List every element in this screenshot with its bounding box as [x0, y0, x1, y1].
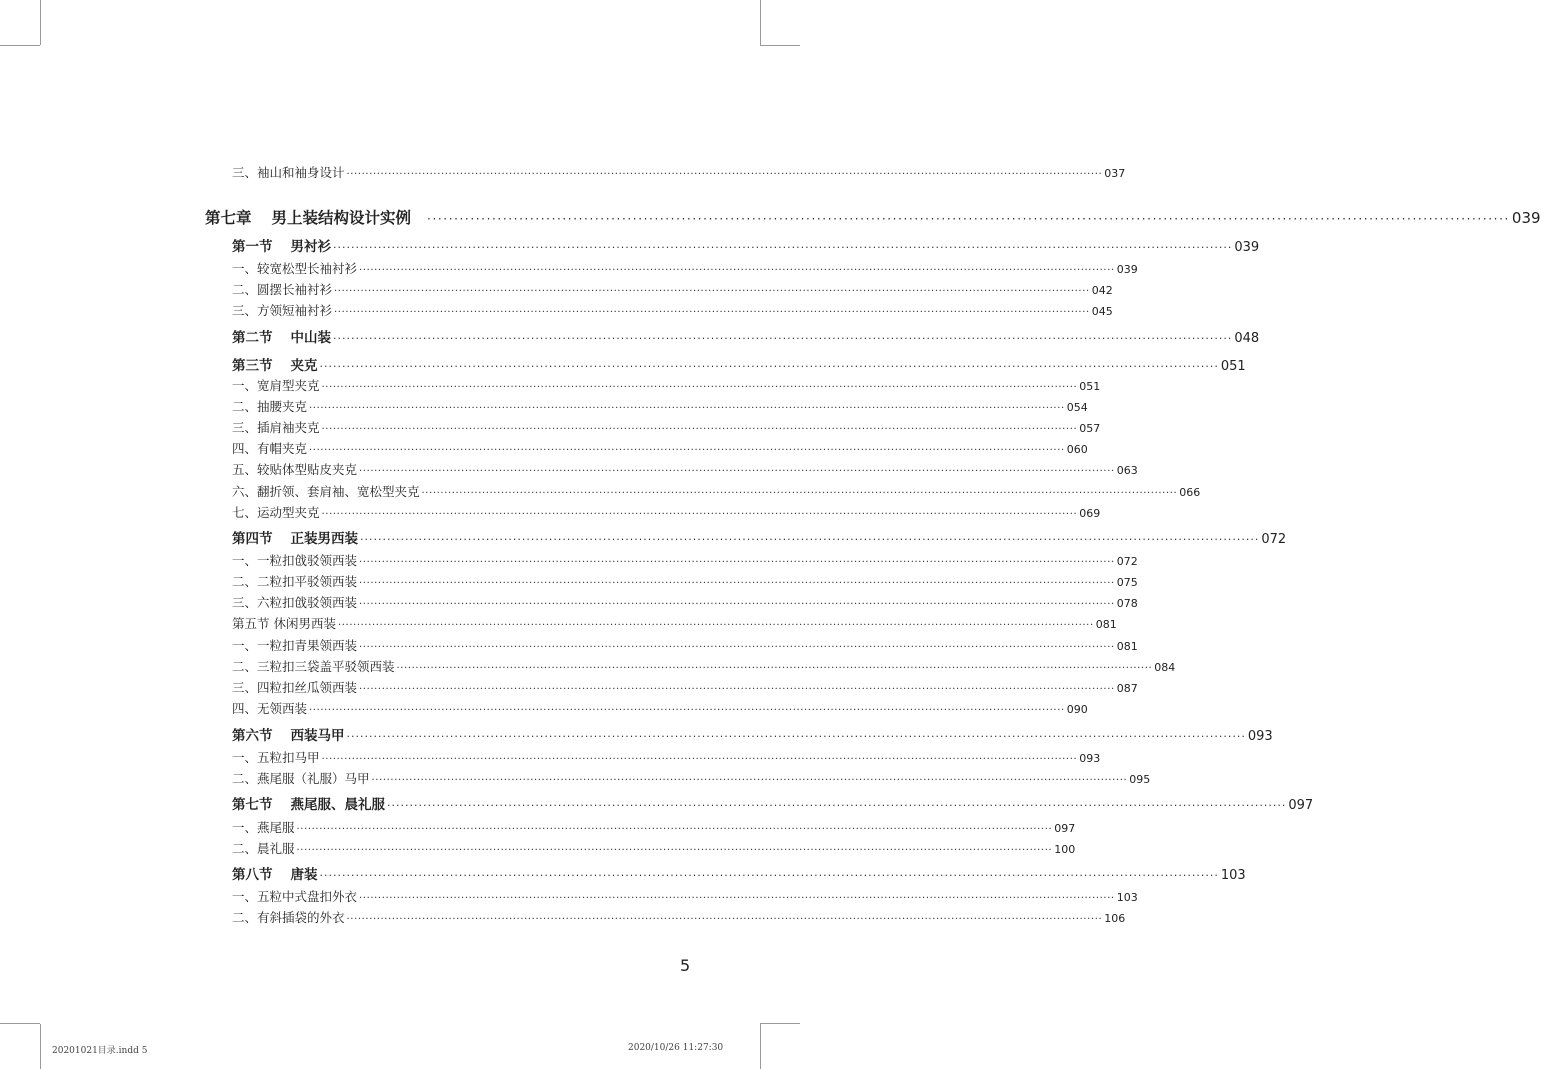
- crop-mark-top-right-vertical: [760, 0, 761, 45]
- entry-page-number: 042: [1091, 284, 1113, 297]
- entry-label: 一、一粒扣青果领西装: [232, 638, 358, 653]
- entry-label: 一、一粒扣戗驳领西装: [232, 553, 358, 568]
- dot-leader: ········································································································································································································: [421, 488, 1178, 499]
- dot-leader: ········································································································································································································: [334, 307, 1090, 318]
- crop-mark-bottom-left-horizontal: [0, 1023, 40, 1024]
- toc-entry-section: [205, 793, 1314, 813]
- entry-label: 六、翻折领、套肩袖、宽松型夹克: [232, 484, 420, 499]
- entry-page-number: 072: [1261, 532, 1287, 547]
- chapter-heading: [205, 206, 411, 228]
- section-title: 西装马甲: [290, 728, 345, 744]
- toc-entry-section-plain: [205, 614, 1117, 632]
- print-slug-file: 20201021目录.indd 5: [52, 1046, 148, 1056]
- toc-entry-item: [205, 259, 1138, 277]
- dot-leader: ········································································································································································································: [387, 799, 1287, 812]
- entry-label: 三、袖山和袖身设计: [232, 165, 345, 180]
- entry-label: 一、燕尾服: [232, 820, 295, 835]
- entry-label: 三、六粒扣戗驳领西装: [232, 595, 358, 610]
- toc-entry-item: [205, 376, 1101, 394]
- dot-leader: ········································································································································································································: [346, 169, 1103, 180]
- dot-leader: ········································································································································································································: [309, 705, 1065, 716]
- dot-leader: ········································································································································································································: [427, 212, 1510, 226]
- toc-entry-section: [205, 354, 1246, 374]
- dot-leader: ········································································································································································································: [333, 241, 1233, 254]
- dot-leader: ········································································································································································································: [360, 533, 1260, 546]
- dot-leader: ········································································································································································································: [321, 382, 1078, 393]
- entry-page-number: 100: [1054, 843, 1076, 856]
- print-slug-timestamp: 2020/10/26 11:27:30: [628, 1043, 724, 1053]
- entry-page-number: 057: [1079, 422, 1101, 435]
- dot-leader: ········································································································································································································: [346, 914, 1103, 925]
- section-number: 第一节: [232, 239, 273, 255]
- toc-entry-item: [205, 908, 1126, 926]
- dot-leader: ········································································································································································································: [319, 360, 1219, 373]
- entry-page-number: 095: [1129, 773, 1151, 786]
- dot-leader: ········································································································································································································: [359, 466, 1115, 477]
- toc-entry-item: [205, 301, 1113, 319]
- entry-page-number: 093: [1079, 752, 1101, 765]
- dot-leader: ········································································································································································································: [359, 599, 1115, 610]
- toc-entry-section: [205, 527, 1287, 547]
- dot-leader: ········································································································································································································: [359, 265, 1115, 276]
- entry-page-number: 066: [1179, 486, 1201, 499]
- entry-page-number: 081: [1095, 618, 1117, 631]
- section-title: 中山装: [290, 330, 331, 346]
- section-heading: [232, 354, 318, 374]
- entry-page-number: 087: [1116, 682, 1138, 695]
- section-heading: [232, 863, 318, 883]
- chapter-title: 男上装结构设计实例: [271, 209, 412, 227]
- dot-leader: ········································································································································································································: [319, 869, 1219, 882]
- toc-entry-item: [205, 439, 1088, 457]
- entry-page-number: 084: [1154, 661, 1176, 674]
- section-heading: [232, 326, 331, 346]
- toc-entry-item: [205, 397, 1088, 415]
- toc-entry-item: [205, 887, 1138, 905]
- dot-leader: ········································································································································································································: [359, 557, 1115, 568]
- dot-leader: ········································································································································································································: [309, 403, 1065, 414]
- section-title: 夹克: [290, 358, 318, 374]
- entry-label: 二、燕尾服（礼服）马甲: [232, 771, 370, 786]
- crop-mark-top-left-horizontal: [0, 45, 40, 46]
- entry-label: 三、方领短袖衬衫: [232, 303, 333, 318]
- entry-label: 二、二粒扣平驳领西装: [232, 574, 358, 589]
- dot-leader: ········································································································································································································: [396, 663, 1153, 674]
- entry-page-number: 037: [1104, 167, 1126, 180]
- toc-entry-item: [205, 678, 1138, 696]
- entry-label: 二、有斜插袋的外衣: [232, 910, 345, 925]
- entry-label: 二、三粒扣三袋盖平驳领西装: [232, 659, 395, 674]
- dot-leader: ········································································································································································································: [334, 286, 1090, 297]
- toc-entry-item: [205, 572, 1138, 590]
- dot-leader: ········································································································································································································: [309, 445, 1065, 456]
- entry-label: 二、晨礼服: [232, 841, 295, 856]
- entry-page-number: 060: [1066, 443, 1088, 456]
- toc-entry-item: [205, 699, 1088, 717]
- section-heading: [232, 527, 358, 547]
- toc-entry-section: [205, 863, 1246, 883]
- section-title: 男衬衫: [290, 239, 331, 255]
- entry-page-number: 051: [1220, 359, 1246, 374]
- toc-entry-item: [205, 769, 1151, 787]
- entry-label: 五、较贴体型贴皮夹克: [232, 462, 358, 477]
- entry-page-number: 051: [1079, 380, 1101, 393]
- toc-entry-section: [205, 326, 1260, 346]
- toc-entry-item: [205, 636, 1138, 654]
- section-number: 第二节: [232, 330, 273, 346]
- entry-label: 三、插肩袖夹克: [232, 420, 320, 435]
- entry-page-number: 069: [1079, 507, 1101, 520]
- dot-leader: ········································································································································································································: [359, 684, 1115, 695]
- dot-leader: ········································································································································································································: [296, 845, 1053, 856]
- toc-entry-item: [205, 163, 1126, 181]
- dot-leader: ········································································································································································································: [321, 424, 1078, 435]
- dot-leader: ········································································································································································································: [296, 824, 1053, 835]
- section-title: 燕尾服、晨礼服: [290, 797, 385, 813]
- chapter-number: 第七章: [205, 209, 252, 227]
- entry-label: 一、宽肩型夹克: [232, 378, 320, 393]
- toc-entry-item: [205, 818, 1076, 836]
- entry-page-number: 093: [1247, 729, 1273, 744]
- entry-page-number: 078: [1116, 597, 1138, 610]
- entry-page-number: 081: [1116, 640, 1138, 653]
- entry-label: 一、较宽松型长袖衬衫: [232, 261, 358, 276]
- toc-entry-item: [205, 418, 1101, 436]
- entry-page-number: 097: [1288, 798, 1314, 813]
- section-number: 第八节: [232, 867, 273, 883]
- crop-mark-top-right-horizontal: [760, 45, 800, 46]
- entry-label: 二、抽腰夹克: [232, 399, 308, 414]
- entry-page-number: 048: [1234, 331, 1260, 346]
- dot-leader: ········································································································································································································: [346, 730, 1246, 743]
- entry-label: 二、圆摆长袖衬衫: [232, 282, 333, 297]
- dot-leader: ········································································································································································································: [359, 893, 1115, 904]
- entry-label: 一、五粒扣马甲: [232, 750, 320, 765]
- toc-entry-item: [205, 657, 1176, 675]
- entry-label: 第五节 休闲男西装: [232, 616, 336, 631]
- entry-label: 四、有帽夹克: [232, 441, 308, 456]
- dot-leader: ········································································································································································································: [321, 509, 1078, 520]
- toc-entry-item: [205, 503, 1101, 521]
- dot-leader: ········································································································································································································: [337, 620, 1094, 631]
- entry-page-number: 103: [1220, 868, 1246, 883]
- entry-page-number: 045: [1091, 305, 1113, 318]
- crop-mark-bottom-right-vertical: [760, 1024, 761, 1069]
- toc-entry-item: [205, 551, 1138, 569]
- dot-leader: ········································································································································································································: [359, 578, 1115, 589]
- entry-page-number: 063: [1116, 464, 1138, 477]
- crop-mark-bottom-right-horizontal: [760, 1023, 800, 1024]
- section-heading: [232, 724, 345, 744]
- toc-entry-item: [205, 280, 1113, 298]
- crop-mark-bottom-left-vertical: [40, 1024, 41, 1069]
- section-heading: [232, 235, 331, 255]
- dot-leader: ········································································································································································································: [359, 642, 1115, 653]
- entry-page-number: 090: [1066, 703, 1088, 716]
- section-number: 第六节: [232, 728, 273, 744]
- dot-leader: ········································································································································································································: [333, 332, 1233, 345]
- toc-entry-item: [205, 482, 1201, 500]
- entry-page-number: 039: [1234, 240, 1260, 255]
- entry-page-number: 075: [1116, 576, 1138, 589]
- section-number: 第七节: [232, 797, 273, 813]
- entry-page-number: 039: [1116, 263, 1138, 276]
- dot-leader: ········································································································································································································: [371, 775, 1128, 786]
- entry-label: 四、无领西装: [232, 701, 308, 716]
- entry-page-number: 106: [1104, 912, 1126, 925]
- toc-entry-chapter: [205, 206, 1541, 228]
- entry-label: 三、四粒扣丝瓜领西装: [232, 680, 358, 695]
- entry-label: 一、五粒中式盘扣外衣: [232, 889, 358, 904]
- page-number: 5: [680, 956, 691, 975]
- entry-label: 七、运动型夹克: [232, 505, 320, 520]
- entry-page-number: 097: [1054, 822, 1076, 835]
- toc-entry-item: [205, 839, 1076, 857]
- section-title: 唐装: [290, 867, 318, 883]
- section-number: 第四节: [232, 531, 273, 547]
- section-title: 正装男西装: [290, 531, 358, 547]
- toc-entry-section: [205, 235, 1260, 255]
- toc-entry-section: [205, 724, 1273, 744]
- toc-entry-item: [205, 593, 1138, 611]
- entry-page-number: 103: [1116, 891, 1138, 904]
- section-heading: [232, 793, 385, 813]
- entry-page-number: 039: [1511, 209, 1541, 227]
- section-number: 第三节: [232, 358, 273, 374]
- dot-leader: ········································································································································································································: [321, 754, 1078, 765]
- entry-page-number: 072: [1116, 555, 1138, 568]
- entry-page-number: 054: [1066, 401, 1088, 414]
- toc-entry-item: [205, 460, 1138, 478]
- toc-entry-item: [205, 748, 1101, 766]
- crop-mark-top-left-vertical: [40, 0, 41, 45]
